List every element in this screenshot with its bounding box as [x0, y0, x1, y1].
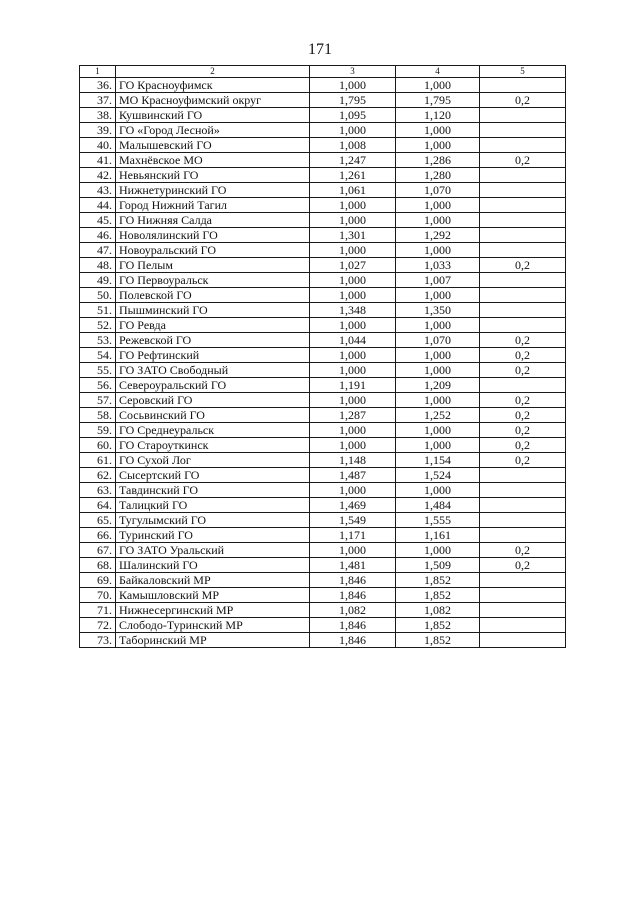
- coefficient-col3-cell: 1,000: [310, 243, 396, 258]
- municipality-name-cell: ГО Староуткинск: [116, 438, 310, 453]
- coefficient-col4-cell: 1,484: [396, 498, 480, 513]
- row-number-cell: 67.: [80, 543, 116, 558]
- municipality-name-cell: Невьянский ГО: [116, 168, 310, 183]
- coefficient-col5-cell: [480, 108, 566, 123]
- coefficient-col3-cell: 1,000: [310, 363, 396, 378]
- municipality-name-cell: Новолялинский ГО: [116, 228, 310, 243]
- coefficient-col4-cell: 1,000: [396, 318, 480, 333]
- row-number-cell: 68.: [80, 558, 116, 573]
- municipality-name-cell: ГО Рефтинский: [116, 348, 310, 363]
- table-row: [80, 348, 566, 363]
- municipality-name-cell: Кушвинский ГО: [116, 108, 310, 123]
- coefficient-col3-cell: 1,044: [310, 333, 396, 348]
- table-row: [80, 273, 566, 288]
- row-number-cell: 57.: [80, 393, 116, 408]
- coefficient-col5-cell: [480, 198, 566, 213]
- table-row: [80, 198, 566, 213]
- coefficient-col5-cell: [480, 633, 566, 648]
- table-row: [80, 138, 566, 153]
- municipality-name-cell: Североуральский ГО: [116, 378, 310, 393]
- coefficient-col3-cell: 1,000: [310, 123, 396, 138]
- coefficient-col4-cell: 1,555: [396, 513, 480, 528]
- table-row: [80, 153, 566, 168]
- coefficient-col5-cell: 0,2: [480, 363, 566, 378]
- municipality-name-cell: Туринский ГО: [116, 528, 310, 543]
- coefficient-col4-cell: 1,852: [396, 573, 480, 588]
- coefficient-col4-cell: 1,524: [396, 468, 480, 483]
- coefficient-col3-cell: 1,287: [310, 408, 396, 423]
- table-row: [80, 528, 566, 543]
- coefficient-col5-cell: 0,2: [480, 333, 566, 348]
- table-row: [80, 108, 566, 123]
- municipality-name-cell: Нижнесергинский МР: [116, 603, 310, 618]
- coefficient-col3-cell: 1,027: [310, 258, 396, 273]
- coefficient-col5-cell: 0,2: [480, 258, 566, 273]
- coefficient-col3-cell: 1,191: [310, 378, 396, 393]
- coefficient-col5-cell: [480, 483, 566, 498]
- coefficient-col4-cell: 1,209: [396, 378, 480, 393]
- row-number-cell: 72.: [80, 618, 116, 633]
- coefficient-col5-cell: [480, 528, 566, 543]
- coefficient-col3-cell: 1,846: [310, 588, 396, 603]
- coefficient-col3-cell: 1,148: [310, 453, 396, 468]
- coefficient-col4-cell: 1,000: [396, 288, 480, 303]
- municipality-name-cell: Нижнетуринский ГО: [116, 183, 310, 198]
- municipality-name-cell: Таборинский МР: [116, 633, 310, 648]
- municipality-name-cell: Серовский ГО: [116, 393, 310, 408]
- header-cell-1: 1: [80, 66, 116, 78]
- row-number-cell: 69.: [80, 573, 116, 588]
- coefficient-col4-cell: 1,350: [396, 303, 480, 318]
- page-number: 171: [308, 41, 332, 58]
- row-number-cell: 49.: [80, 273, 116, 288]
- row-number-cell: 58.: [80, 408, 116, 423]
- municipality-name-cell: Новоуральский ГО: [116, 243, 310, 258]
- table-row: [80, 228, 566, 243]
- table-row: [80, 168, 566, 183]
- coefficient-col5-cell: [480, 603, 566, 618]
- coefficient-col5-cell: [480, 318, 566, 333]
- coefficient-col3-cell: 1,469: [310, 498, 396, 513]
- coefficient-col3-cell: 1,000: [310, 198, 396, 213]
- coefficient-col4-cell: 1,286: [396, 153, 480, 168]
- municipality-name-cell: МО Красноуфимский округ: [116, 93, 310, 108]
- coefficient-col4-cell: 1,000: [396, 438, 480, 453]
- municipality-name-cell: ГО Сухой Лог: [116, 453, 310, 468]
- coefficient-col3-cell: 1,000: [310, 483, 396, 498]
- coefficient-col5-cell: [480, 228, 566, 243]
- municipality-name-cell: ГО Первоуральск: [116, 273, 310, 288]
- coefficient-col4-cell: 1,000: [396, 243, 480, 258]
- table-row: [80, 618, 566, 633]
- coefficient-col3-cell: 1,000: [310, 348, 396, 363]
- coefficient-col3-cell: 1,000: [310, 393, 396, 408]
- row-number-cell: 64.: [80, 498, 116, 513]
- coefficient-col3-cell: 1,000: [310, 423, 396, 438]
- coefficient-col5-cell: [480, 378, 566, 393]
- coefficient-col5-cell: 0,2: [480, 408, 566, 423]
- coefficient-col3-cell: 1,000: [310, 273, 396, 288]
- coefficient-col5-cell: 0,2: [480, 438, 566, 453]
- table-row: [80, 408, 566, 423]
- coefficient-col4-cell: 1,082: [396, 603, 480, 618]
- coefficient-col3-cell: 1,846: [310, 618, 396, 633]
- coefficient-col3-cell: 1,348: [310, 303, 396, 318]
- municipality-name-cell: ГО Ревда: [116, 318, 310, 333]
- municipality-name-cell: ГО ЗАТО Свободный: [116, 363, 310, 378]
- coefficient-col5-cell: 0,2: [480, 423, 566, 438]
- coefficient-col5-cell: [480, 78, 566, 93]
- coefficient-col3-cell: 1,082: [310, 603, 396, 618]
- row-number-cell: 70.: [80, 588, 116, 603]
- coefficient-col4-cell: 1,000: [396, 123, 480, 138]
- coefficient-col5-cell: [480, 573, 566, 588]
- coefficient-col3-cell: 1,301: [310, 228, 396, 243]
- table-row: [80, 438, 566, 453]
- coefficient-col4-cell: 1,000: [396, 213, 480, 228]
- row-number-cell: 43.: [80, 183, 116, 198]
- header-cell-4: 4: [396, 66, 480, 78]
- municipality-name-cell: Талицкий ГО: [116, 498, 310, 513]
- row-number-cell: 45.: [80, 213, 116, 228]
- row-number-cell: 40.: [80, 138, 116, 153]
- coefficient-col3-cell: 1,481: [310, 558, 396, 573]
- municipality-name-cell: Сосьвинский ГО: [116, 408, 310, 423]
- coefficient-col3-cell: 1,061: [310, 183, 396, 198]
- municipality-name-cell: Малышевский ГО: [116, 138, 310, 153]
- coefficient-col3-cell: 1,487: [310, 468, 396, 483]
- coefficient-col5-cell: 0,2: [480, 558, 566, 573]
- coefficient-col5-cell: [480, 213, 566, 228]
- coefficient-col3-cell: 1,095: [310, 108, 396, 123]
- table-row: [80, 393, 566, 408]
- table-row: [80, 513, 566, 528]
- municipality-name-cell: Камышловский МР: [116, 588, 310, 603]
- coefficient-col5-cell: [480, 618, 566, 633]
- municipality-name-cell: Режевской ГО: [116, 333, 310, 348]
- row-number-cell: 47.: [80, 243, 116, 258]
- coefficient-col5-cell: [480, 273, 566, 288]
- table-row: [80, 93, 566, 108]
- coefficient-col3-cell: 1,008: [310, 138, 396, 153]
- coefficient-col4-cell: 1,000: [396, 78, 480, 93]
- coefficient-col4-cell: 1,252: [396, 408, 480, 423]
- coefficient-col4-cell: 1,795: [396, 93, 480, 108]
- table-row: [80, 333, 566, 348]
- header-cell-5: 5: [480, 66, 566, 78]
- row-number-cell: 73.: [80, 633, 116, 648]
- row-number-cell: 62.: [80, 468, 116, 483]
- row-number-cell: 71.: [80, 603, 116, 618]
- coefficient-col5-cell: [480, 138, 566, 153]
- row-number-cell: 46.: [80, 228, 116, 243]
- coefficient-col3-cell: 1,846: [310, 573, 396, 588]
- coefficient-col5-cell: [480, 288, 566, 303]
- table-row: [80, 498, 566, 513]
- coefficient-col5-cell: [480, 498, 566, 513]
- coefficient-col5-cell: 0,2: [480, 543, 566, 558]
- coefficient-col4-cell: 1,000: [396, 348, 480, 363]
- table-row: [80, 183, 566, 198]
- coefficient-col4-cell: 1,007: [396, 273, 480, 288]
- row-number-cell: 44.: [80, 198, 116, 213]
- municipality-name-cell: ГО Среднеуральск: [116, 423, 310, 438]
- coefficient-col3-cell: 1,795: [310, 93, 396, 108]
- coefficient-col4-cell: 1,852: [396, 618, 480, 633]
- coefficient-col4-cell: 1,292: [396, 228, 480, 243]
- coefficient-col5-cell: [480, 303, 566, 318]
- coefficient-col4-cell: 1,000: [396, 363, 480, 378]
- row-number-cell: 37.: [80, 93, 116, 108]
- coefficients-table: [79, 65, 566, 648]
- table-row: [80, 573, 566, 588]
- table-row: [80, 363, 566, 378]
- table-body: [80, 66, 566, 648]
- coefficient-col5-cell: [480, 183, 566, 198]
- table-row: [80, 483, 566, 498]
- table-row: [80, 633, 566, 648]
- row-number-cell: 60.: [80, 438, 116, 453]
- municipality-name-cell: Полевской ГО: [116, 288, 310, 303]
- municipality-name-cell: ГО Красноуфимск: [116, 78, 310, 93]
- row-number-cell: 55.: [80, 363, 116, 378]
- municipality-name-cell: Пышминский ГО: [116, 303, 310, 318]
- table-row: [80, 288, 566, 303]
- coefficient-col3-cell: 1,000: [310, 78, 396, 93]
- coefficient-col5-cell: 0,2: [480, 93, 566, 108]
- coefficient-col4-cell: 1,000: [396, 393, 480, 408]
- coefficient-col3-cell: 1,000: [310, 438, 396, 453]
- coefficient-col3-cell: 1,000: [310, 213, 396, 228]
- table-row: [80, 603, 566, 618]
- row-number-cell: 63.: [80, 483, 116, 498]
- coefficient-col4-cell: 1,280: [396, 168, 480, 183]
- municipality-name-cell: Тавдинский ГО: [116, 483, 310, 498]
- coefficient-col4-cell: 1,509: [396, 558, 480, 573]
- coefficient-col4-cell: 1,852: [396, 633, 480, 648]
- municipality-name-cell: ГО ЗАТО Уральский: [116, 543, 310, 558]
- header-cell-2: 2: [116, 66, 310, 78]
- table-row: [80, 303, 566, 318]
- coefficient-col4-cell: 1,000: [396, 138, 480, 153]
- municipality-name-cell: Байкаловский МР: [116, 573, 310, 588]
- table-row: [80, 468, 566, 483]
- table-row: [80, 258, 566, 273]
- coefficient-col3-cell: 1,000: [310, 318, 396, 333]
- coefficient-col5-cell: 0,2: [480, 393, 566, 408]
- municipality-name-cell: Тугулымский ГО: [116, 513, 310, 528]
- row-number-cell: 52.: [80, 318, 116, 333]
- row-number-cell: 66.: [80, 528, 116, 543]
- table-row: [80, 453, 566, 468]
- row-number-cell: 56.: [80, 378, 116, 393]
- municipality-name-cell: ГО «Город Лесной»: [116, 123, 310, 138]
- table-row: [80, 588, 566, 603]
- coefficient-col5-cell: [480, 123, 566, 138]
- coefficient-col3-cell: 1,000: [310, 543, 396, 558]
- table-row: [80, 423, 566, 438]
- coefficient-col5-cell: [480, 588, 566, 603]
- row-number-cell: 50.: [80, 288, 116, 303]
- table-row: [80, 123, 566, 138]
- row-number-cell: 53.: [80, 333, 116, 348]
- row-number-cell: 59.: [80, 423, 116, 438]
- coefficient-col4-cell: 1,033: [396, 258, 480, 273]
- coefficient-col4-cell: 1,070: [396, 333, 480, 348]
- row-number-cell: 51.: [80, 303, 116, 318]
- municipality-name-cell: Сысертский ГО: [116, 468, 310, 483]
- row-number-cell: 54.: [80, 348, 116, 363]
- table-header-row: [80, 66, 566, 78]
- coefficient-col5-cell: [480, 513, 566, 528]
- coefficient-col3-cell: 1,846: [310, 633, 396, 648]
- municipality-name-cell: Шалинский ГО: [116, 558, 310, 573]
- row-number-cell: 48.: [80, 258, 116, 273]
- table-row: [80, 213, 566, 228]
- coefficient-col3-cell: 1,261: [310, 168, 396, 183]
- coefficient-col5-cell: [480, 243, 566, 258]
- coefficient-col5-cell: [480, 168, 566, 183]
- coefficient-col4-cell: 1,070: [396, 183, 480, 198]
- coefficient-col5-cell: [480, 468, 566, 483]
- table-row: [80, 543, 566, 558]
- municipality-name-cell: ГО Нижняя Салда: [116, 213, 310, 228]
- municipality-name-cell: ГО Пелым: [116, 258, 310, 273]
- coefficient-col3-cell: 1,549: [310, 513, 396, 528]
- row-number-cell: 38.: [80, 108, 116, 123]
- row-number-cell: 36.: [80, 78, 116, 93]
- municipality-name-cell: Махнёвское МО: [116, 153, 310, 168]
- coefficient-col3-cell: 1,000: [310, 288, 396, 303]
- coefficient-col3-cell: 1,247: [310, 153, 396, 168]
- coefficient-col4-cell: 1,000: [396, 198, 480, 213]
- header-cell-3: 3: [310, 66, 396, 78]
- table-row: [80, 78, 566, 93]
- coefficient-col4-cell: 1,120: [396, 108, 480, 123]
- municipality-name-cell: Город Нижний Тагил: [116, 198, 310, 213]
- row-number-cell: 41.: [80, 153, 116, 168]
- coefficient-col4-cell: 1,000: [396, 423, 480, 438]
- coefficient-col4-cell: 1,154: [396, 453, 480, 468]
- row-number-cell: 39.: [80, 123, 116, 138]
- row-number-cell: 61.: [80, 453, 116, 468]
- table-row: [80, 558, 566, 573]
- coefficient-col4-cell: 1,161: [396, 528, 480, 543]
- table-row: [80, 318, 566, 333]
- table-row: [80, 243, 566, 258]
- coefficient-col5-cell: 0,2: [480, 348, 566, 363]
- row-number-cell: 42.: [80, 168, 116, 183]
- row-number-cell: 65.: [80, 513, 116, 528]
- coefficient-col4-cell: 1,852: [396, 588, 480, 603]
- municipality-name-cell: Слободо-Туринский МР: [116, 618, 310, 633]
- coefficient-col3-cell: 1,171: [310, 528, 396, 543]
- coefficient-col5-cell: 0,2: [480, 153, 566, 168]
- coefficient-col4-cell: 1,000: [396, 543, 480, 558]
- table-row: [80, 378, 566, 393]
- coefficient-col5-cell: 0,2: [480, 453, 566, 468]
- coefficient-col4-cell: 1,000: [396, 483, 480, 498]
